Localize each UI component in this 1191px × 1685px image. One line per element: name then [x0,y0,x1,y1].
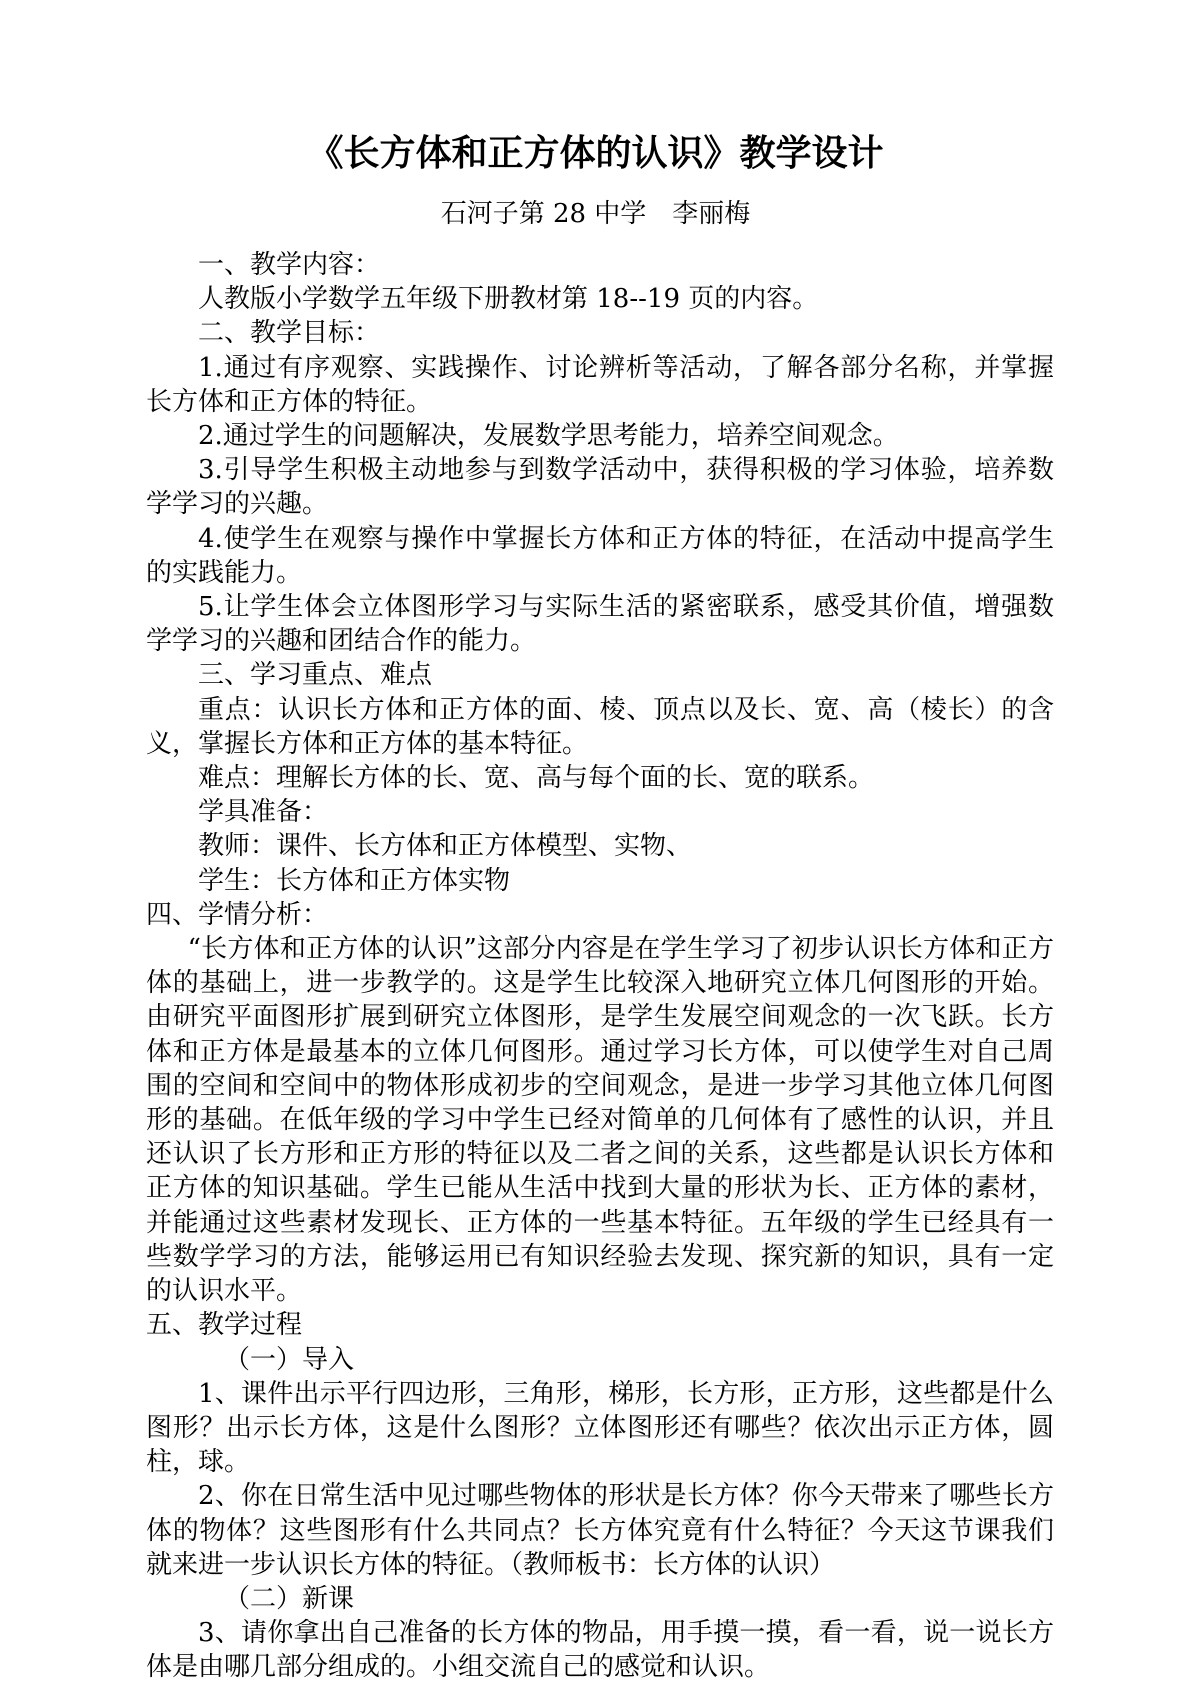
paragraph: 学具准备： [198,797,329,828]
section-heading-key-points: 三、学习重点、难点 [198,660,433,691]
subsection-heading-new-lesson: （二）新课 [224,1583,355,1614]
objective-item: 2.通过学生的问题解决，发展数学思考能力，培养空间观念。 [198,421,899,452]
author-line: 石河子第 28 中学 李丽梅 [440,199,751,229]
document-title: 《长方体和正方体的认识》教学设计 [307,132,884,174]
section-heading-process: 五、教学过程 [146,1310,303,1341]
objective-item: 5.让学生体会立体图形学习与实际生活的紧密联系，感受其价值，增强数学学习的兴趣和团结合作的能力。 [146,592,1054,657]
paragraph: 重点：认识长方体和正方体的面、棱、顶点以及长、宽、高（棱长）的含义，掌握长方体和正方体的基本特征。 [146,694,1054,759]
objective-item: 4.使学生在观察与操作中掌握长方体和正方体的特征，在活动中提高学生的实践能力。 [146,523,1054,588]
paragraph: 1、课件出示平行四边形，三角形，梯形，长方形，正方形，这些都是什么图形？出示长方体，这是什么图形？立体图形还有哪些？依次出示正方体，圆柱，球。 [146,1378,1054,1478]
paragraph: 学生：长方体和正方体实物 [198,865,511,896]
section-heading-content: 一、教学内容： [198,250,381,280]
paragraph: 难点：理解长方体的长、宽、高与每个面的长、宽的联系。 [198,763,875,794]
paragraph: 3、请你拿出自己准备的长方体的物品，用手摸一摸，看一看，说一说长方体是由哪几部分组成的。小组交流自己的感觉和认识。 [146,1618,1054,1683]
paragraph: 人教版小学数学五年级下册教材第 18--19 页的内容。 [198,284,819,315]
analysis-paragraph: “长方体和正方体的认识”这部分内容是在学生学习了初步认识长方体和正方体的基础上，进一步教学的。这是学生比较深入地研究立体几何图形的开始。由研究平面图形扩展到研究立体图形，是学生发展空间观念的一次飞跃。长方体和正方体是最基本的立体几何图形。通过学习长方体，可以使学生对自己周围的空间和空间中的物体形成初步的空间观念，是进一步学习其他立体几何图形的基础。在低年级的学习中学生已经对简单的几何体有了感性的认识，并且还认识了长方形和正方形的特征以及二者之间的关系，这些都是认识长方体和正方体的知识基础。学生已能从生活中找到大量的形状为长、正方体的素材，并能通过这些素材发现长、正方体的一些基本特征。五年级的学生已经具有一些数学学习的方法，能够运用已有知识经验去发现、探究新的知识，具有一定的认识水平。 [146,934,1054,1307]
paragraph: 2、你在日常生活中见过哪些物体的形状是长方体？你今天带来了哪些长方体的物体？这些图形有什么共同点？长方体究竟有什么特征？今天这节课我们就来进一步认识长方体的特征。（教师板书：长方体的认识） [146,1481,1054,1580]
paragraph: 教师：课件、长方体和正方体模型、实物、 [198,831,693,862]
section-heading-objectives: 二、教学目标： [198,318,381,349]
subsection-heading-intro: （一）导入 [224,1344,355,1375]
section-heading-analysis: 四、学情分析： [146,899,329,930]
document-body [146,248,1054,1685]
objective-item: 3.引导学生积极主动地参与到数学活动中，获得积极的学习体验，培养数学学习的兴趣。 [146,455,1054,520]
objective-item: 1.通过有序观察、实践操作、讨论辨析等活动，了解各部分名称，并掌握长方体和正方体的特征。 [146,352,1054,417]
